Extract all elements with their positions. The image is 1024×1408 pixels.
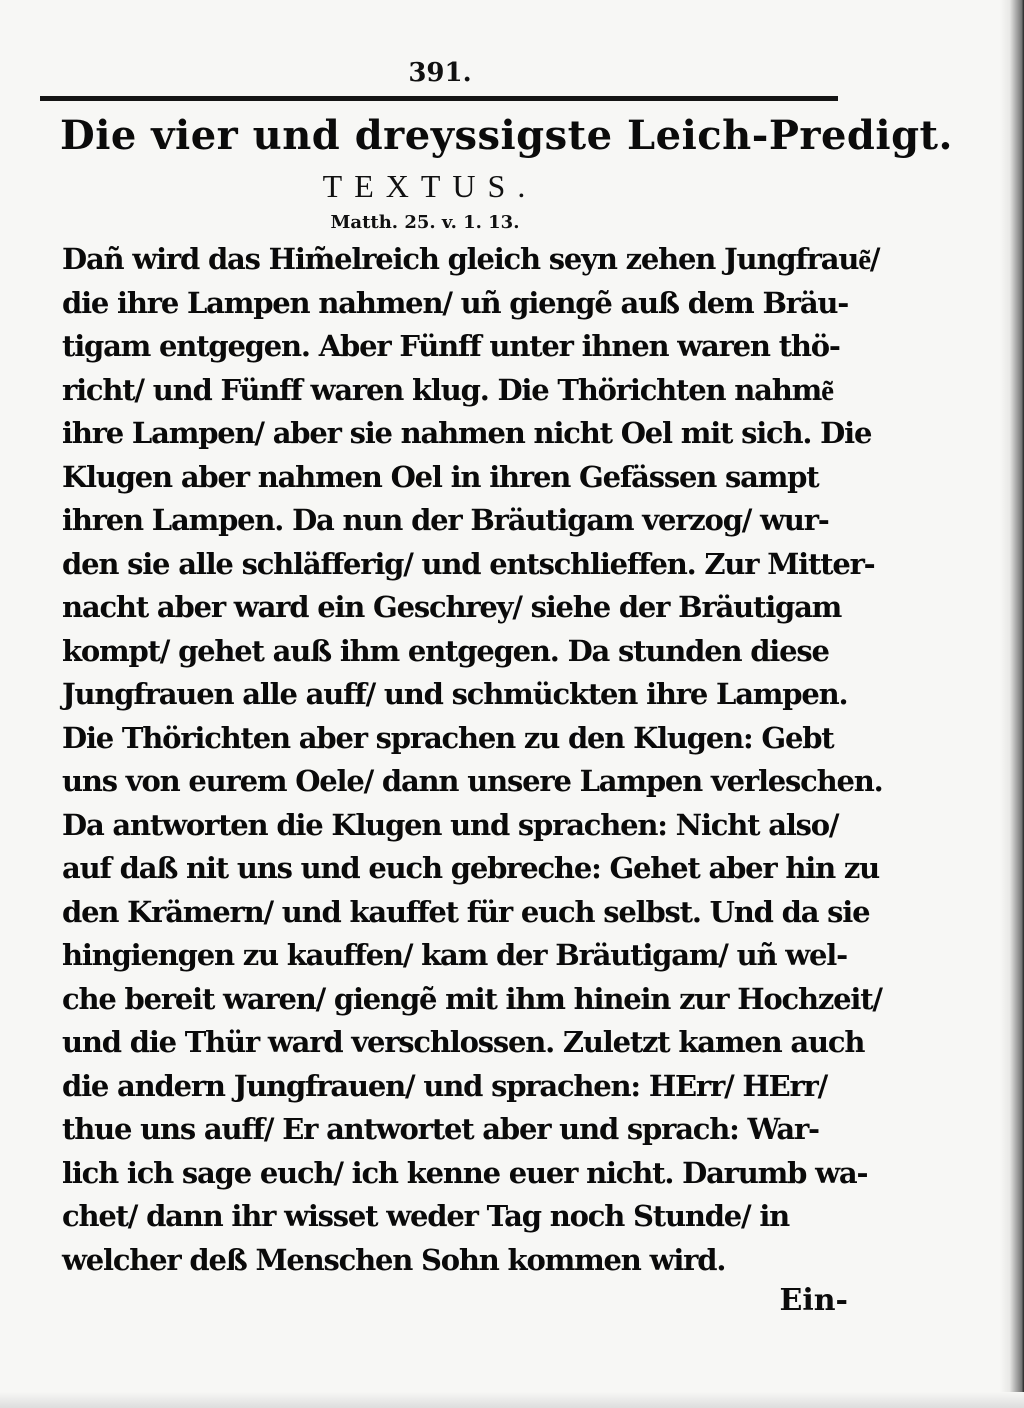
text-line: Klugen aber nahmen Oel in ihren Gefässen sampt bbox=[62, 459, 819, 494]
text-line: den sie alle schläfferig/ und entschlieffen. Zur Mitter- bbox=[62, 546, 875, 581]
text-line: Jungfrauen alle auff/ und schmückten ihre Lampen. bbox=[62, 677, 848, 711]
text-line: auf daß nit uns und euch gebreche: Gehet aber hin zu bbox=[62, 851, 880, 885]
text-line: thue uns auff/ Er antwortet aber und sprach: War- bbox=[62, 1112, 819, 1146]
text-line: Die Thörichten aber sprachen zu den Klugen: Gebt bbox=[62, 720, 834, 755]
scripture-reference: Matth. 25. v. 1. 13. bbox=[330, 212, 520, 233]
text-line: kompt/ gehet auß ihm entgegen. Da stunden diese bbox=[62, 633, 829, 668]
page-number: 391. bbox=[408, 58, 472, 88]
text-line: ihren Lampen. Da nun der Bräutigam verzog/ wur- bbox=[62, 503, 829, 537]
sermon-text bbox=[62, 238, 883, 1282]
text-line: che bereit waren/ giengẽ mit ihm hinein zur Hochzeit/ bbox=[62, 981, 882, 1016]
text-line: die ihre Lampen nahmen/ uñ giengẽ auß dem Bräu- bbox=[62, 285, 849, 320]
catchword: Ein- bbox=[779, 1283, 848, 1318]
text-line: hingiengen zu kauffen/ kam der Bräutigam/ uñ wel- bbox=[62, 938, 847, 972]
page-edge-shadow bbox=[1000, 0, 1024, 1408]
text-line: die andern Jungfrauen/ und sprachen: HErr/ HErr/ bbox=[62, 1068, 828, 1103]
header-rule bbox=[40, 96, 838, 101]
text-line: lich ich sage euch/ ich kenne euer nicht. Darumb wa- bbox=[62, 1155, 868, 1190]
text-line: Dañ wird das Him̃elreich gleich seyn zehen Jungfraue͂/ bbox=[62, 242, 880, 276]
text-line: und die Thür ward verschlossen. Zuletzt kamen auch bbox=[62, 1025, 865, 1059]
section-label: TEXTUS. bbox=[322, 168, 538, 204]
text-line: Da antworten die Klugen und sprachen: Nicht also/ bbox=[62, 807, 839, 842]
text-line: chet/ dann ihr wisset weder Tag noch Stunde/ in bbox=[62, 1199, 790, 1233]
sermon-heading: Die vier und dreyssigste Leich-Predigt. bbox=[60, 112, 953, 159]
text-line: nacht aber ward ein Geschrey/ siehe der Bräutigam bbox=[62, 590, 842, 624]
text-line: richt/ und Fünff waren klug. Die Thörichten nahme͂ bbox=[62, 372, 833, 407]
page-bottom-shade bbox=[0, 1392, 1024, 1408]
text-line: uns von eurem Oele/ dann unsere Lampen verleschen. bbox=[62, 764, 883, 798]
text-line: ihre Lampen/ aber sie nahmen nicht Oel mit sich. Die bbox=[62, 416, 872, 450]
text-line: den Krämern/ und kauffet für euch selbst. Und da sie bbox=[62, 894, 870, 929]
text-line: welcher deß Menschen Sohn kommen wird. bbox=[62, 1242, 726, 1277]
text-line: tigam entgegen. Aber Fünff unter ihnen waren thö- bbox=[62, 329, 840, 363]
